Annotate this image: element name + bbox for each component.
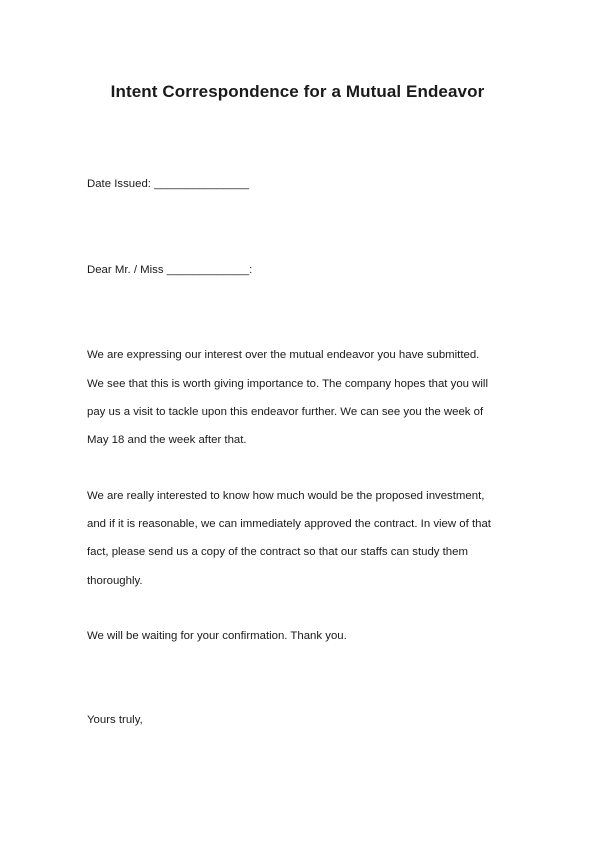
paragraph-line: We are expressing our interest over the mutual endeavor you have submitted. xyxy=(87,349,480,361)
paragraph-line: thoroughly. xyxy=(87,575,143,587)
paragraph-line: We will be waiting for your confirmation. Thank you. xyxy=(87,630,347,642)
paragraph-line: pay us a visit to tackle upon this endeavor further. We can see you the week of xyxy=(87,406,484,418)
paragraph-line: May 18 and the week after that. xyxy=(87,434,247,446)
date-issued-line: Date Issued: _______________ xyxy=(87,178,250,190)
letter-title: Intent Correspondence for a Mutual Endeavor xyxy=(110,82,485,101)
paragraph-line: and if it is reasonable, we can immediately approved the contract. In view of that xyxy=(87,518,491,530)
paragraph-line: fact, please send us a copy of the contract so that our staffs can study them xyxy=(87,546,468,558)
salutation: Dear Mr. / Miss _____________: xyxy=(87,264,253,276)
closing: Yours truly, xyxy=(87,714,143,726)
paragraph-line: We are really interested to know how much would be the proposed investment, xyxy=(87,490,485,502)
paragraph-line: We see that this is worth giving importance to. The company hopes that you will xyxy=(87,378,488,390)
